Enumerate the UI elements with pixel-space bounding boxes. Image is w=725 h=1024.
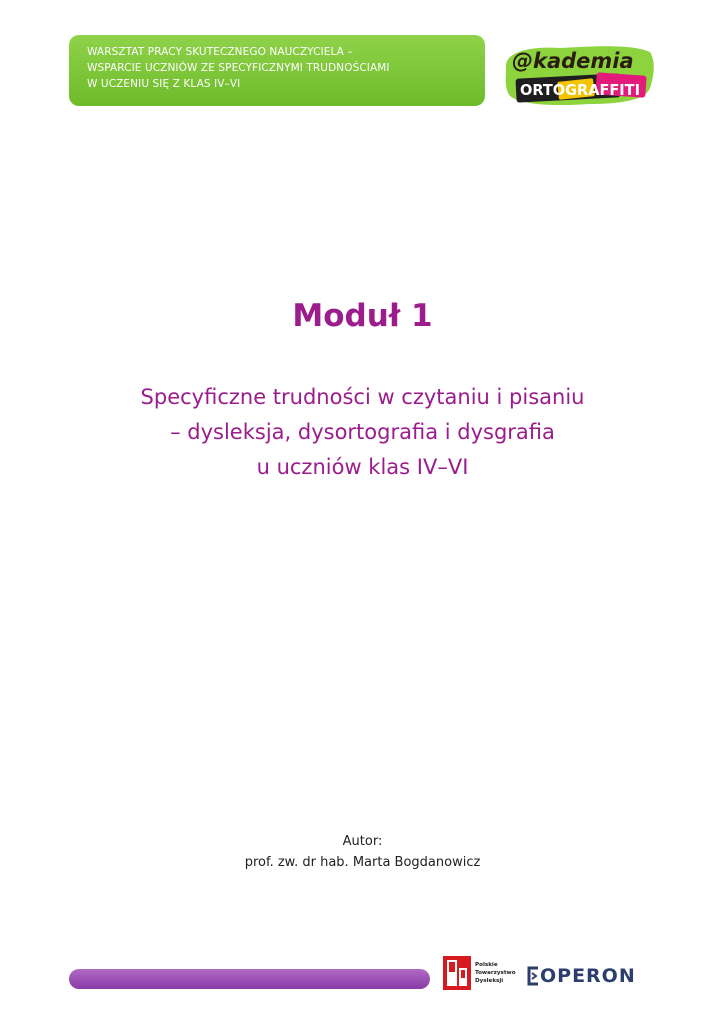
banner-line: WARSZTAT PRACY SKUTECZNEGO NAUCZYCIELA – (87, 46, 353, 58)
banner-line: WSPARCIE UCZNIÓW ZE SPECYFICZNYMI TRUDNOŚCIAMI (87, 62, 390, 74)
subtitle-line: Specyficzne trudności w czytaniu i pisaniu (140, 385, 585, 409)
ptd-name-line: Polskie (475, 962, 498, 968)
banner-line: W UCZENIU SIĘ Z KLAS IV–VI (87, 78, 241, 90)
subtitle-line: u uczniów klas IV–VI (256, 455, 469, 479)
header-banner (69, 35, 485, 106)
subtitle-line: – dysleksja, dysortografia i dysgrafia (170, 420, 555, 444)
footer-bar (69, 969, 430, 989)
akademia-ortograffiti-logo (500, 38, 660, 110)
logo-bottom-text: ORTOGRAFFITI (520, 81, 640, 99)
ptd-name (475, 961, 525, 985)
ptd-name-line: Towarzystwo (475, 970, 516, 976)
module-title: Moduł 1 (292, 298, 433, 334)
author-name: prof. zw. dr hab. Marta Bogdanowicz (244, 855, 481, 870)
author-label: Autor: (342, 834, 383, 849)
module-subtitle (0, 380, 725, 485)
operon-logo (526, 964, 666, 988)
ptd-logo-icon (443, 956, 471, 990)
logo-top-text: @kademia (512, 49, 634, 73)
operon-bracket-icon (526, 966, 540, 986)
operon-text: OPERON (540, 965, 636, 987)
ptd-name-line: Dysleksji (475, 978, 504, 984)
